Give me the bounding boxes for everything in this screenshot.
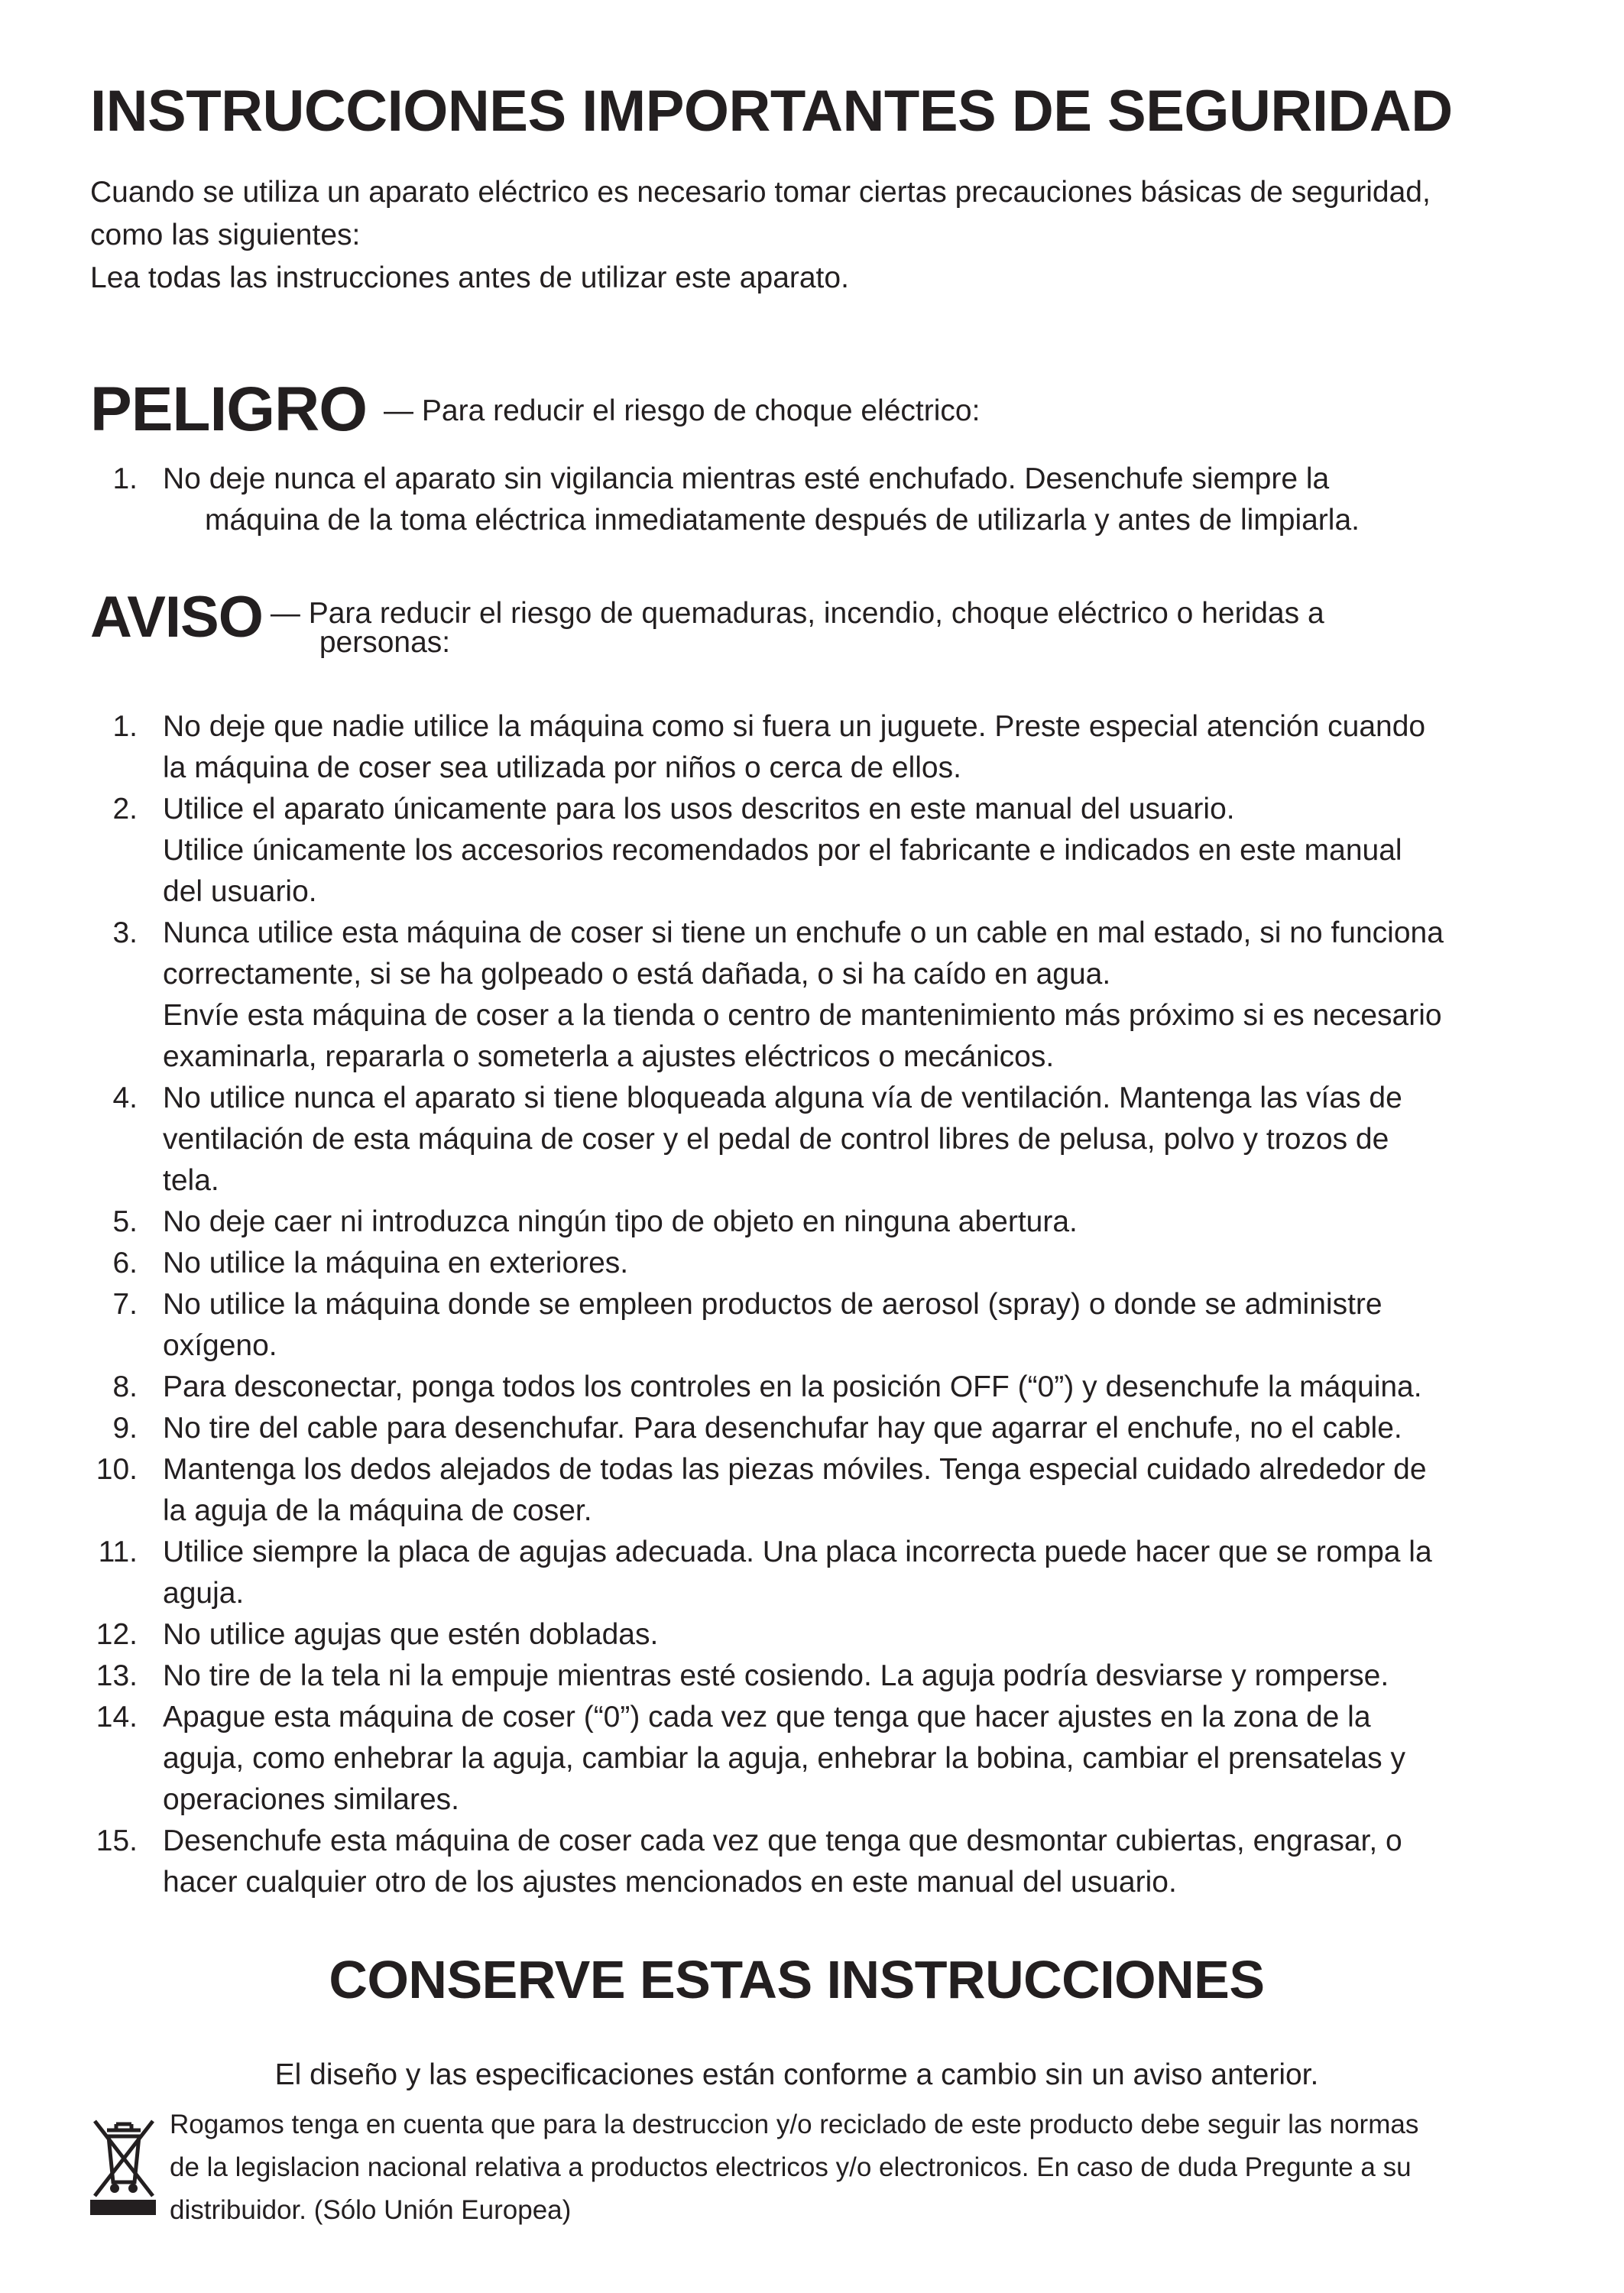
item-line: No utilice la máquina en exteriores. <box>163 1247 629 1279</box>
item-number: 14. <box>96 1701 138 1734</box>
item-number: 9. <box>112 1412 138 1445</box>
item-line: No utilice la máquina donde se empleen productos de aerosol (spray) o donde se administre <box>163 1288 1383 1321</box>
item-line: tela. <box>163 1164 219 1197</box>
item-line: No deje caer ni introduzca ningún tipo de objeto en ninguna abertura. <box>163 1205 1078 1238</box>
list-item <box>90 1697 1542 1821</box>
item-line: Mantenga los dedos alejados de todas las piezas móviles. Tenga especial cuidado alrededor de <box>163 1453 1427 1486</box>
item-number: 3. <box>112 916 138 949</box>
conserve-heading <box>0 1950 1624 2009</box>
peligro-list <box>90 459 1542 541</box>
item-line: la aguja de la máquina de coser. <box>163 1494 592 1527</box>
intro-line: Lea todas las instrucciones antes de utilizar este aparato. <box>90 261 849 294</box>
list-item <box>90 1243 1542 1284</box>
intro-line: como las siguientes: <box>90 219 361 251</box>
conserve-text: CONSERVE ESTAS INSTRUCCIONES <box>329 1950 1265 2009</box>
aviso-subtitle <box>271 599 1324 657</box>
list-item <box>90 1202 1542 1243</box>
item-line: ventilación de esta máquina de coser y el pedal de control libres de pelusa, polvo y trozos de <box>163 1123 1389 1156</box>
item-line: Desenchufe esta máquina de coser cada vez que tenga que desmontar cubiertas, engrasar, o <box>163 1824 1402 1857</box>
intro-line: Cuando se utiliza un aparato eléctrico es necesario tomar ciertas precauciones básicas de seguridad, <box>90 176 1431 209</box>
page-title: INSTRUCCIONES IMPORTANTES DE SEGURIDAD <box>90 79 1453 144</box>
item-line: Utilice siempre la placa de agujas adecuada. Una placa incorrecta puede hacer que se rompa la <box>163 1536 1432 1568</box>
item-line: No deje nunca el aparato sin vigilancia mientras esté enchufado. Desenchufe siempre la <box>163 462 1330 495</box>
peligro-heading <box>90 375 981 444</box>
item-line: Utilice únicamente los accesorios recomendados por el fabricante e indicados en este manual <box>163 834 1402 867</box>
item-line: Envíe esta máquina de coser a la tienda o centro de mantenimiento más próximo si es necesario <box>163 999 1442 1032</box>
crossed-out-wheelie-bin-icon <box>86 2113 162 2213</box>
recycling-line: Rogamos tenga en cuenta que para la destruccion y/o reciclado de este producto debe seguir las normas <box>170 2110 1419 2139</box>
list-item <box>90 1449 1542 1532</box>
list-item <box>90 1078 1542 1202</box>
weee-bar <box>90 2200 156 2215</box>
item-line: hacer cualquier otro de los ajustes mencionados en este manual del usuario. <box>163 1866 1177 1899</box>
disclaimer-text: El diseño y las especificaciones están conforme a cambio sin un aviso anterior. <box>274 2058 1319 2091</box>
item-line: Para desconectar, ponga todos los controles en la posición OFF (“0”) y desenchufe la máquina. <box>163 1370 1422 1403</box>
item-number: 15. <box>96 1824 138 1857</box>
item-number: 11. <box>98 1536 138 1568</box>
item-line: del usuario. <box>163 875 317 908</box>
aviso-subtitle-line: — Para reducir el riesgo de quemaduras, incendio, choque eléctrico o heridas a <box>270 597 1324 630</box>
aviso-subtitle-line: personas: <box>319 626 451 659</box>
item-number: 12. <box>96 1618 138 1651</box>
list-item <box>90 1532 1542 1614</box>
item-line: aguja. <box>163 1577 245 1610</box>
item-number: 4. <box>112 1082 138 1114</box>
intro-paragraph <box>90 171 1542 300</box>
recycling-line: distribuidor. (Sólo Unión Europea) <box>170 2195 572 2225</box>
list-item <box>90 1367 1542 1408</box>
item-line: Apague esta máquina de coser (“0”) cada vez que tenga que hacer ajustes en la zona de la <box>163 1701 1371 1734</box>
item-number: 2. <box>112 793 138 825</box>
item-line: No utilice nunca el aparato si tiene bloqueada alguna vía de ventilación. Mantenga las vías de <box>163 1082 1402 1114</box>
aviso-heading <box>90 585 1324 659</box>
list-item <box>90 1614 1542 1656</box>
list-item <box>90 1408 1542 1449</box>
item-line: No tire de la tela ni la empuje mientras esté cosiendo. La aguja podría desviarse y romperse. <box>163 1659 1389 1692</box>
item-number: 10. <box>96 1453 138 1486</box>
item-number: 8. <box>112 1370 138 1403</box>
list-item <box>90 706 1542 789</box>
item-number: 5. <box>112 1205 138 1238</box>
item-number: 1. <box>112 462 138 495</box>
peligro-title: PELIGRO <box>90 375 368 444</box>
item-line: aguja, como enhebrar la aguja, cambiar la aguja, enhebrar la bobina, cambiar el prensatelas y <box>163 1742 1405 1775</box>
item-line: No utilice agujas que estén dobladas. <box>163 1618 659 1651</box>
item-number: 13. <box>96 1659 138 1692</box>
item-line: máquina de la toma eléctrica inmediatamente después de utilizarla y antes de limpiarla. <box>205 504 1360 537</box>
item-number: 1. <box>112 710 138 743</box>
list-item <box>90 1284 1542 1367</box>
list-item <box>90 913 1542 1078</box>
recycling-notice <box>170 2103 1545 2232</box>
item-line: No deje que nadie utilice la máquina como si fuera un juguete. Preste especial atención cuando <box>163 710 1426 743</box>
aviso-list <box>90 706 1542 1903</box>
item-line: Utilice el aparato únicamente para los usos descritos en este manual del usuario. <box>163 793 1235 825</box>
item-number: 7. <box>112 1288 138 1321</box>
list-item <box>90 1821 1542 1903</box>
design-disclaimer <box>0 2060 1624 2090</box>
item-number: 6. <box>112 1247 138 1279</box>
recycling-line: de la legislacion nacional relativa a productos electricos y/o electronicos. En caso de duda Pregunte a su <box>170 2152 1412 2182</box>
item-line: Nunca utilice esta máquina de coser si tiene un enchufe o un cable en mal estado, si no funciona <box>163 916 1444 949</box>
item-line: operaciones similares. <box>163 1783 460 1816</box>
list-item <box>90 1656 1542 1697</box>
item-line: oxígeno. <box>163 1329 277 1362</box>
aviso-title: AVISO <box>90 585 263 650</box>
peligro-subtitle: — Para reducir el riesgo de choque eléctrico: <box>384 394 981 427</box>
list-item <box>90 789 1542 913</box>
list-item <box>90 459 1542 541</box>
item-line: No tire del cable para desenchufar. Para desenchufar hay que agarrar el enchufe, no el cable. <box>163 1412 1402 1445</box>
item-line: la máquina de coser sea utilizada por niños o cerca de ellos. <box>163 751 961 784</box>
item-line: examinarla, repararla o someterla a ajustes eléctricos o mecánicos. <box>163 1040 1055 1073</box>
item-line: correctamente, si se ha golpeado o está dañada, o si ha caído en agua. <box>163 958 1111 991</box>
